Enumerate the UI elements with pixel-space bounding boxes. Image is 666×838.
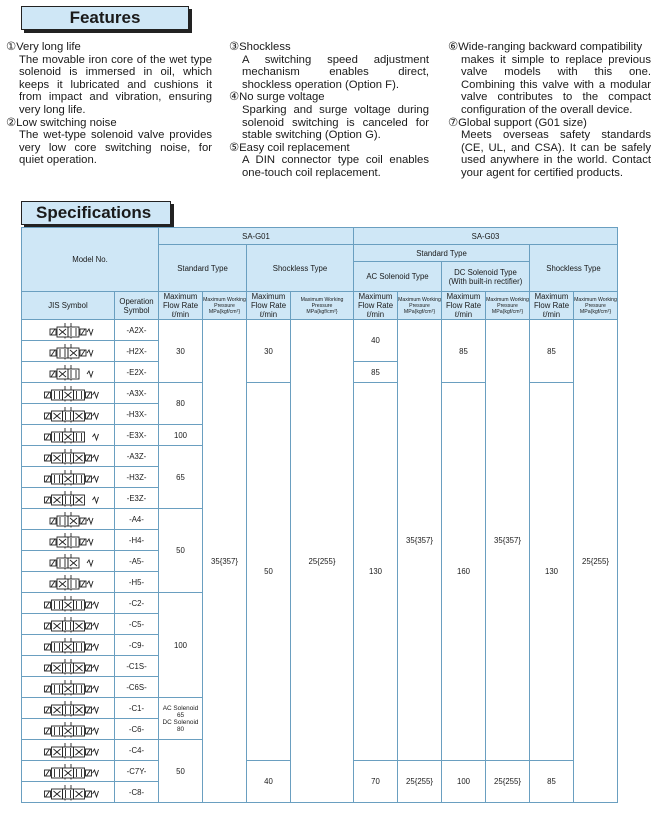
pressure-header (291, 292, 354, 320)
feature-item-5 (229, 142, 429, 180)
jis-symbol-cell (22, 572, 115, 593)
specifications-table (21, 227, 618, 803)
jis-symbol-cell (22, 551, 115, 572)
flow-unit: ℓ/min (542, 310, 561, 319)
valve-symbol-icon (33, 427, 103, 444)
operation-symbol-cell: -E3Z- (115, 488, 159, 509)
valve-symbol-icon (33, 385, 103, 402)
jis-symbol-cell (22, 383, 115, 404)
dc-solenoid-note: (With built-in rectifier) (448, 276, 523, 286)
pressure-label: Maximum Working Pressure (574, 296, 617, 309)
pressure-label: Maximum Working Pressure (486, 296, 529, 309)
features-heading: Features (21, 6, 189, 30)
pressure-label: Maximum Working Pressure (398, 296, 441, 309)
flow-unit: ℓ/min (454, 310, 473, 319)
operation-symbol-cell: -C7Y- (115, 761, 159, 782)
feature-body: The wet-type solenoid valve provides very low core switching noise, for quiet operation. (19, 129, 212, 167)
feature-title: Shockless (239, 41, 291, 53)
g03-shockless-flow-cell: 130 (530, 383, 574, 761)
g01-std-flow-cell: 50 (159, 740, 203, 803)
valve-symbol-icon (33, 490, 103, 507)
valve-symbol-icon (33, 532, 103, 549)
jis-symbol-cell (22, 677, 115, 698)
valve-symbol-icon (33, 364, 103, 381)
valve-symbol-icon (33, 658, 103, 675)
operation-symbol-cell: -C1- (115, 698, 159, 719)
valve-symbol-icon (33, 784, 103, 801)
g03-dc-solenoid-header (442, 262, 530, 292)
feature-item-1 (6, 41, 212, 117)
column-header-row (22, 292, 618, 320)
jis-symbol-cell (22, 593, 115, 614)
operation-symbol-cell: -C8- (115, 782, 159, 803)
valve-symbol-icon (33, 469, 103, 486)
g01-shockless-pressure-cell: 25{255} (291, 320, 354, 803)
g03-dc-pressure-cell: 35{357} (486, 320, 530, 761)
valve-symbol-icon (33, 553, 103, 570)
operation-symbol-header: Operation Symbol (115, 292, 159, 320)
pressure-header (398, 292, 442, 320)
feature-item-2 (6, 117, 212, 167)
pressure-header (203, 292, 247, 320)
dc-solenoid-title: DC Solenoid Type (454, 267, 517, 277)
valve-symbol-icon (33, 448, 103, 465)
flow-header (159, 292, 203, 320)
feature-title: Global support (G01 size) (458, 116, 587, 129)
feature-number: ② (6, 116, 17, 129)
g01-std-flow-cell: 100 (159, 593, 203, 698)
g01-std-flow-cell: 100 (159, 425, 203, 446)
feature-item-6 (448, 41, 651, 117)
jis-symbol-cell (22, 719, 115, 740)
sa-g01-header: SA-G01 (159, 228, 354, 245)
valve-symbol-icon (33, 679, 103, 696)
pressure-header (574, 292, 618, 320)
features-column-1 (6, 41, 212, 167)
g03-ac-pressure-cell: 25{255} (398, 761, 442, 803)
flow-unit: ℓ/min (171, 310, 190, 319)
flow-label: Maximum Flow Rate (250, 292, 287, 310)
jis-symbol-cell (22, 782, 115, 803)
sa-g03-header: SA-G03 (354, 228, 618, 245)
operation-symbol-cell: -C2- (115, 593, 159, 614)
cell-line: AC Solenoid (162, 704, 199, 712)
valve-symbol-icon (33, 700, 103, 717)
operation-symbol-cell: -H5- (115, 572, 159, 593)
operation-symbol-cell: -H4- (115, 530, 159, 551)
g01-std-pressure-cell: 35{357} (203, 320, 247, 803)
g01-shockless-flow-cell: 40 (247, 761, 291, 803)
valve-symbol-icon (33, 637, 103, 654)
operation-symbol-cell: -C1S- (115, 656, 159, 677)
flow-label: Maximum Flow Rate (445, 292, 482, 310)
g01-shockless-flow-cell: 50 (247, 383, 291, 761)
feature-title: No surge voltage (239, 91, 325, 104)
operation-symbol-cell: -H3X- (115, 404, 159, 425)
jis-symbol-cell (22, 530, 115, 551)
feature-title: Wide-ranging backward compatibility (458, 41, 643, 53)
operation-symbol-cell: -A3Z- (115, 446, 159, 467)
operation-symbol-cell: -A2X- (115, 320, 159, 341)
feature-title: Very long life (16, 41, 81, 53)
pressure-unit: MPa{kgf/cm²} (208, 308, 241, 315)
feature-number: ⑥ (448, 41, 459, 53)
valve-symbol-icon (33, 511, 103, 528)
specifications-heading: Specifications (21, 201, 171, 225)
feature-item-4 (229, 91, 429, 141)
feature-body: A DIN connector type coil enables one-touch coil replacement. (242, 154, 429, 179)
g03-shockless-flow-cell: 85 (530, 320, 574, 383)
feature-number: ④ (229, 91, 240, 104)
flow-label: Maximum Flow Rate (533, 292, 570, 310)
jis-symbol-cell (22, 446, 115, 467)
flow-header (354, 292, 398, 320)
feature-number: ⑦ (448, 116, 459, 129)
flow-unit: ℓ/min (366, 310, 385, 319)
jis-symbol-cell (22, 404, 115, 425)
feature-body: A switching speed adjustment mechanism enables direct, shockless operation (Option F). (242, 53, 429, 91)
g03-shockless-pressure-cell: 25{255} (574, 320, 618, 803)
jis-symbol-cell (22, 467, 115, 488)
cell-line: 65 (176, 711, 185, 719)
g03-ac-pressure-cell: 35{357} (398, 320, 442, 761)
jis-symbol-cell (22, 656, 115, 677)
flow-label: Maximum Flow Rate (357, 292, 394, 310)
operation-symbol-cell: -A4- (115, 509, 159, 530)
valve-symbol-icon (33, 742, 103, 759)
valve-symbol-icon (33, 574, 103, 591)
g01-shockless-flow-cell: 30 (247, 320, 291, 383)
cell-line: DC Solenoid (162, 718, 199, 726)
operation-symbol-cell: -C9- (115, 635, 159, 656)
cell-line: 80 (176, 725, 185, 733)
feature-body: Sparking and surge voltage during solenoid switching is canceled for stable switching (Option G). (242, 103, 429, 142)
feature-title: Low switching noise (16, 116, 117, 129)
g03-ac-flow-cell: 130 (354, 383, 398, 761)
feature-item-7 (448, 117, 651, 180)
g01-standard-type-header: Standard Type (159, 245, 247, 292)
operation-symbol-cell: -H2X- (115, 341, 159, 362)
valve-symbol-icon (33, 343, 103, 360)
flow-header (442, 292, 486, 320)
feature-number: ① (6, 41, 17, 53)
jis-symbol-header: JIS Symbol (22, 292, 115, 320)
g01-shockless-type-header: Shockless Type (247, 245, 354, 292)
pressure-unit: MPa{kgf/cm²} (306, 308, 338, 315)
g03-dc-flow-cell: 85 (442, 320, 486, 383)
g03-dc-flow-cell: 100 (442, 761, 486, 803)
flow-header (247, 292, 291, 320)
feature-number: ⑤ (229, 141, 240, 154)
operation-symbol-cell: -E3X- (115, 425, 159, 446)
operation-symbol-cell: -A5- (115, 551, 159, 572)
g03-shockless-flow-cell: 85 (530, 761, 574, 803)
g03-ac-flow-cell: 70 (354, 761, 398, 803)
pressure-unit: MPa{kgf/cm²} (579, 308, 612, 315)
operation-symbol-cell: -C5- (115, 614, 159, 635)
operation-symbol-cell: -E2X- (115, 362, 159, 383)
g03-standard-type-header: Standard Type (354, 245, 530, 262)
valve-symbol-icon (33, 721, 103, 738)
jis-symbol-cell (22, 614, 115, 635)
model-no-header: Model No. (22, 228, 159, 292)
pressure-label: Maximum Working Pressure (203, 296, 246, 309)
valve-symbol-icon (33, 616, 103, 633)
flow-header (530, 292, 574, 320)
jis-symbol-cell (22, 740, 115, 761)
g03-shockless-type-header: Shockless Type (530, 245, 618, 292)
valve-symbol-icon (33, 406, 103, 423)
flow-unit: ℓ/min (259, 310, 278, 319)
g01-std-flow-cell: 80 (159, 383, 203, 425)
valve-symbol-icon (33, 595, 103, 612)
features-column-2 (229, 41, 429, 180)
specifications-body (22, 320, 618, 803)
valve-symbol-icon (33, 763, 103, 780)
valve-symbol-icon (33, 322, 103, 339)
pressure-header (486, 292, 530, 320)
g01-std-flow-cell: 30 (159, 320, 203, 383)
feature-body: The movable iron core of the wet type solenoid is immersed in oil, which keeps it lubricated and cushions it from impact and vibration, ensuring very long life. (19, 53, 212, 116)
flow-label: Maximum Flow Rate (162, 292, 199, 310)
g03-dc-flow-cell: 160 (442, 383, 486, 761)
feature-number: ③ (229, 41, 240, 53)
jis-symbol-cell (22, 320, 115, 341)
jis-symbol-cell (22, 425, 115, 446)
g01-std-flow-cell (159, 698, 203, 740)
jis-symbol-cell (22, 698, 115, 719)
g03-ac-flow-cell: 40 (354, 320, 398, 362)
table-row (22, 320, 618, 341)
g03-ac-solenoid-header: AC Solenoid Type (354, 262, 442, 292)
jis-symbol-cell (22, 341, 115, 362)
feature-body: Meets overseas safety standards (CE, UL, and CSA). It can be safely used anywhere in the world. Contact your agent for certified products. (461, 129, 651, 179)
feature-title: Easy coil replacement (239, 141, 350, 154)
feature-body: makes it simple to replace previous valve models with this one. Combining this valve with a modular valve contributes to the compact configuration of the overall device. (461, 53, 651, 116)
g03-dc-pressure-cell: 25{255} (486, 761, 530, 803)
operation-symbol-cell: -C4- (115, 740, 159, 761)
feature-item-3 (229, 41, 429, 91)
g01-std-flow-cell: 65 (159, 446, 203, 509)
jis-symbol-cell (22, 635, 115, 656)
operation-symbol-cell: -H3Z- (115, 467, 159, 488)
g01-std-flow-cell: 50 (159, 509, 203, 593)
operation-symbol-cell: -C6S- (115, 677, 159, 698)
jis-symbol-cell (22, 509, 115, 530)
pressure-label: Maximum Working Pressure (300, 296, 344, 309)
jis-symbol-cell (22, 761, 115, 782)
features-column-3 (448, 41, 651, 180)
g03-ac-flow-cell: 85 (354, 362, 398, 383)
jis-symbol-cell (22, 488, 115, 509)
pressure-unit: MPa{kgf/cm²} (403, 308, 436, 315)
pressure-unit: MPa{kgf/cm²} (491, 308, 524, 315)
jis-symbol-cell (22, 362, 115, 383)
operation-symbol-cell: -A3X- (115, 383, 159, 404)
operation-symbol-cell: -C6- (115, 719, 159, 740)
